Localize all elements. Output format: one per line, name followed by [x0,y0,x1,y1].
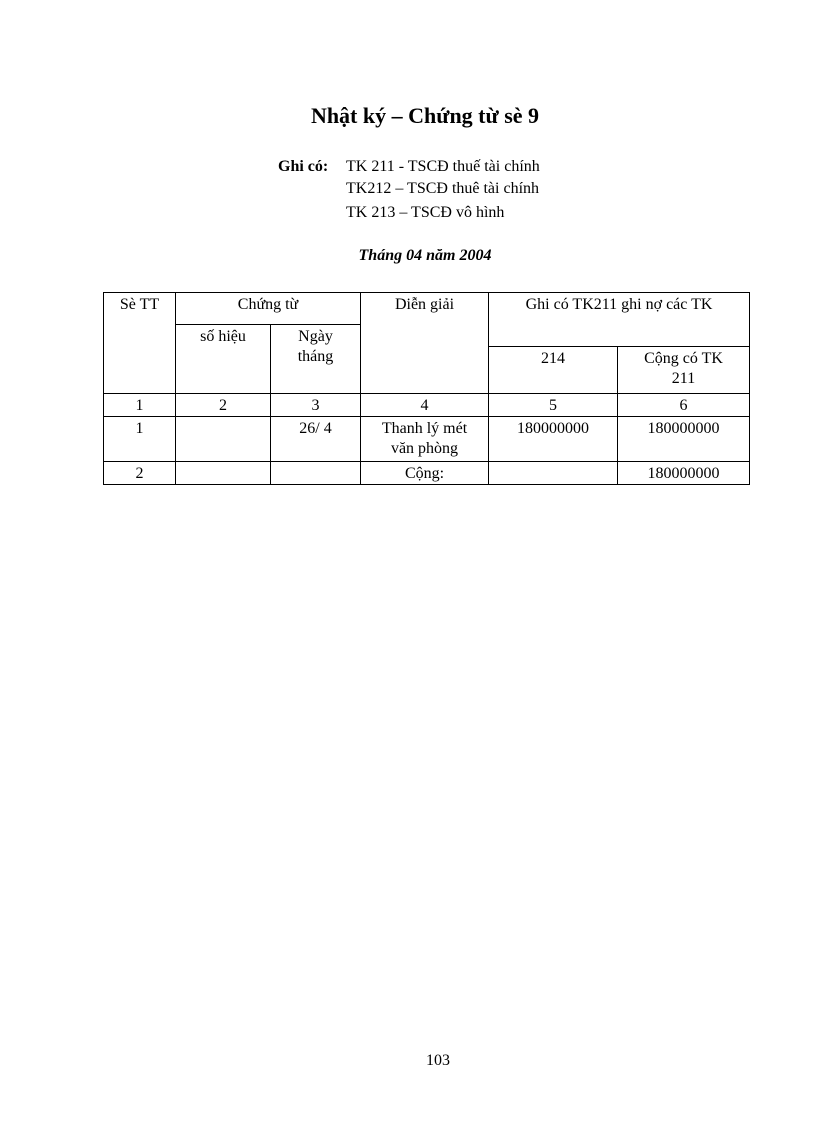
header-stt: Sè TT [104,293,176,394]
header-ghi-co-group: Ghi có TK211 ghi nợ các TK [489,293,750,347]
header-ngay-thang: Ngày tháng [271,325,361,394]
credit-line-2: TK212 – TSCĐ thuê tài chính [346,180,540,197]
row-stt: 2 [104,462,176,485]
row-tk214: 180000000 [489,417,618,462]
header-so-hieu: số hiệu [176,325,271,394]
row-stt: 1 [104,417,176,462]
month-heading: Tháng 04 năm 2004 [358,247,492,264]
credit-separator: : [322,158,329,175]
row-so-hieu [176,462,271,485]
row-so-hieu [176,417,271,462]
row-dien-giai: Thanh lý mét văn phòng [361,417,489,462]
index-cell: 1 [104,394,176,417]
row-cong-co: 180000000 [618,462,750,485]
header-dien-giai: Diễn giải [361,293,489,394]
credit-line-3: TK 213 – TSCĐ vô hình [346,204,505,221]
credit-label: Ghi có [278,158,323,175]
header-row-1 [104,293,750,325]
row-cong-co: 180000000 [618,417,750,462]
index-cell: 2 [176,394,271,417]
index-cell: 4 [361,394,489,417]
table-row-total [104,462,750,485]
credit-block [278,156,540,221]
row-dien-giai: Cộng: [361,462,489,485]
index-row [104,394,750,417]
index-cell: 5 [489,394,618,417]
row-tk214 [489,462,618,485]
row-ngay-thang [271,462,361,485]
header-chung-tu: Chứng từ [176,293,361,325]
header-cong-co: Cộng có TK 211 [618,347,750,394]
table-row [104,417,750,462]
index-cell: 6 [618,394,750,417]
page-number: 103 [426,1052,450,1069]
header-tk214: 214 [489,347,618,394]
credit-line-1: TK 211 - TSCĐ thuế tài chính [346,158,540,175]
index-cell: 3 [271,394,361,417]
journal-table [103,292,750,485]
row-ngay-thang: 26/ 4 [271,417,361,462]
document-title: Nhật ký – Chứng từ sè 9 [310,103,540,128]
